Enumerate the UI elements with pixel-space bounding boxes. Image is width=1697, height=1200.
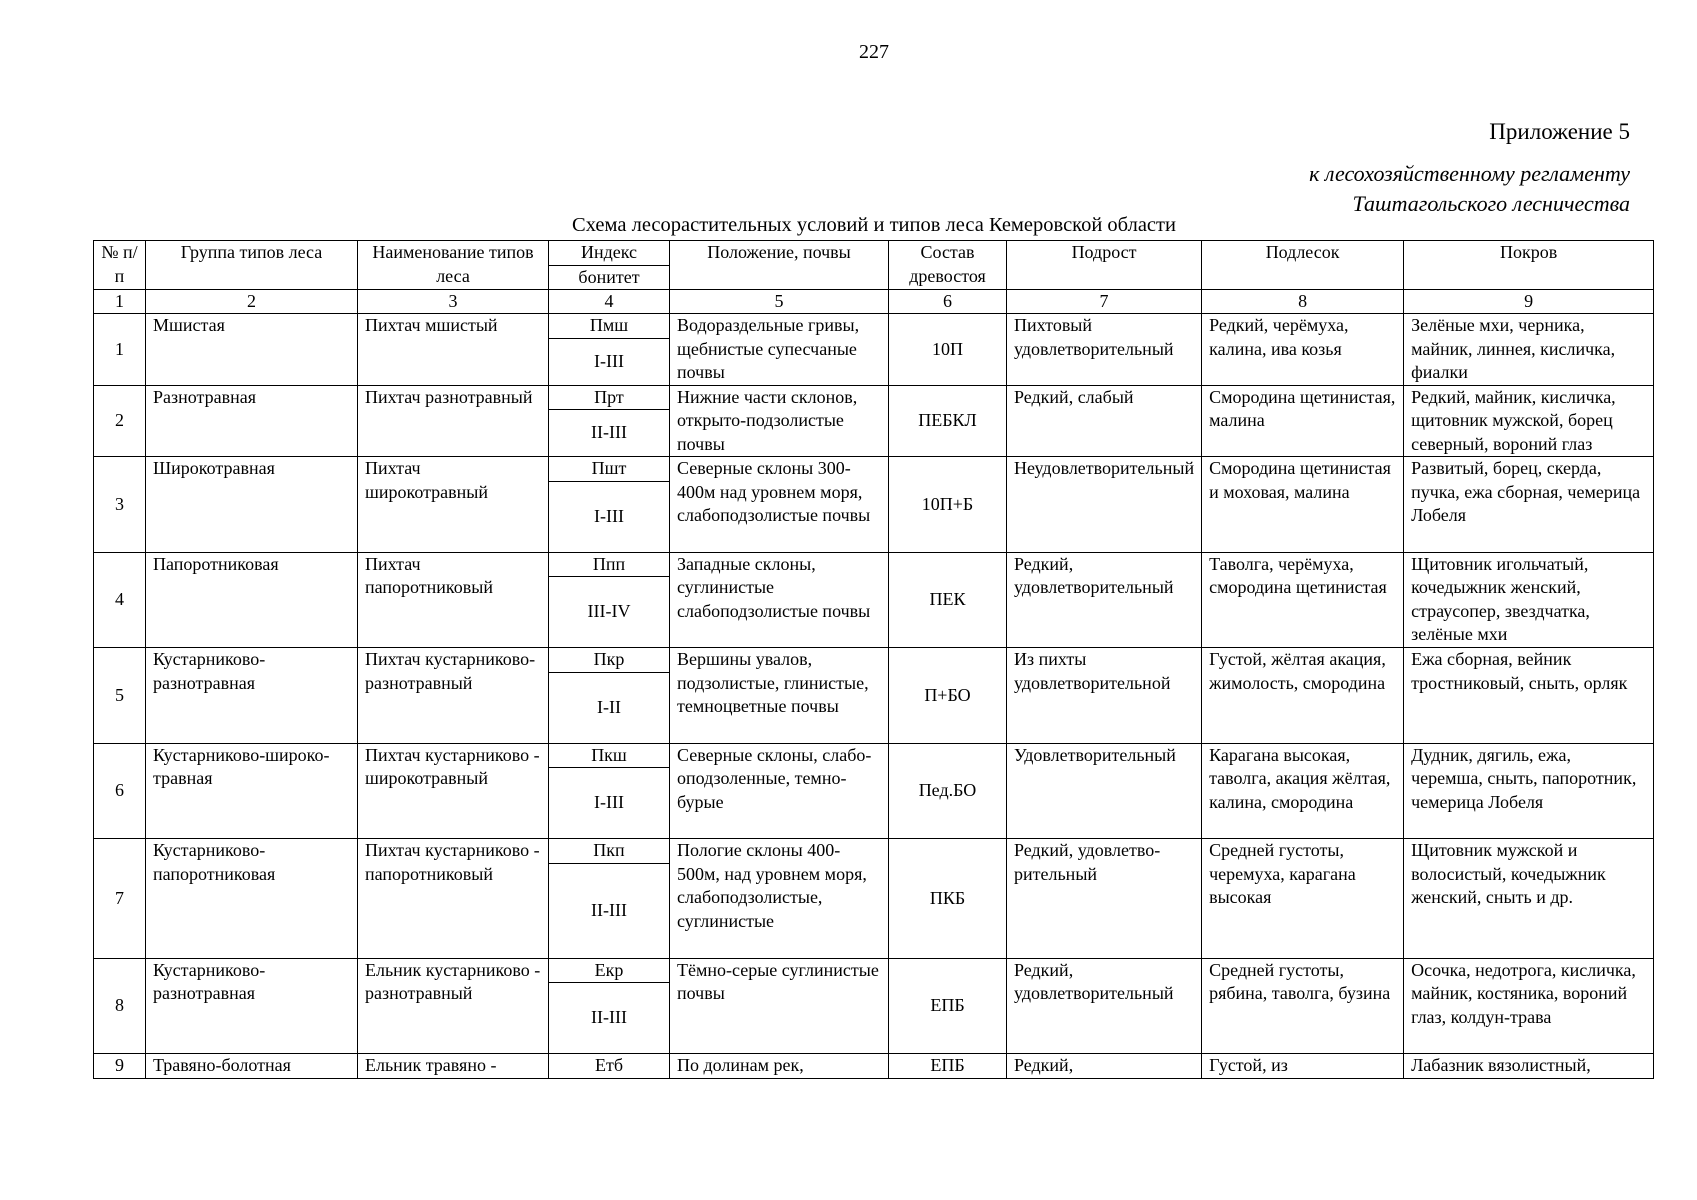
forest-type-name: Пихтач папоротниковый: [358, 552, 549, 648]
ground-cover: Ежа сборная, вейник тростниковый, сныть, орляк: [1404, 648, 1654, 744]
underbrush: Смородина щетинистая и моховая, малина: [1202, 457, 1404, 553]
stand-composition: П+БО: [889, 648, 1007, 744]
forest-index: Пкш: [549, 743, 670, 768]
column-number: 4: [549, 290, 670, 314]
stand-composition: ЕПБ: [889, 958, 1007, 1054]
table-row: [94, 958, 1654, 983]
column-number: 2: [146, 290, 358, 314]
bonitet: I-III: [549, 768, 670, 839]
underbrush: Карагана высокая, таволга, акация жёлтая, калина, смородина: [1202, 743, 1404, 839]
column-number: 8: [1202, 290, 1404, 314]
row-number: 7: [94, 839, 146, 959]
bonitet: I-II: [549, 672, 670, 743]
column-number: 5: [670, 290, 889, 314]
undergrowth: Из пихты удовлетворительной: [1007, 648, 1202, 744]
header-underbrush: Подлесок: [1202, 241, 1404, 290]
column-number: 3: [358, 290, 549, 314]
row-number: 6: [94, 743, 146, 839]
underbrush: Редкий, черёмуха, калина, ива козья: [1202, 314, 1404, 386]
page-number: 227: [859, 41, 889, 63]
appendix-subtitle: [1309, 159, 1630, 219]
stand-composition: ПКБ: [889, 839, 1007, 959]
table-row: [94, 743, 1654, 768]
position-soils: По долинам рек,: [670, 1054, 889, 1079]
appendix-title: Приложение 5: [1489, 119, 1630, 144]
bonitet: I-III: [549, 481, 670, 552]
undergrowth: Редкий, удовлетворительный: [1007, 958, 1202, 1054]
forest-type-name: Пихтач кустарниково - папоротниковый: [358, 839, 549, 959]
position-soils: Северные склоны, слабо-оподзоленные, темно-бурые: [670, 743, 889, 839]
table-row: [94, 457, 1654, 482]
column-number: 9: [1404, 290, 1654, 314]
underbrush: Таволга, черёмуха, смородина щетинистая: [1202, 552, 1404, 648]
table-row: [94, 648, 1654, 673]
ground-cover: Редкий, майник, кисличка, щитовник мужской, борец северный, вороний глаз: [1404, 385, 1654, 457]
forest-index: Ппп: [549, 552, 670, 577]
undergrowth: Редкий,: [1007, 1054, 1202, 1079]
position-soils: Западные склоны, суглинистые слабоподзолистые почвы: [670, 552, 889, 648]
forest-type-name: Ельник кустарниково - разнотравный: [358, 958, 549, 1054]
ground-cover: Зелёные мхи, черника, майник, линнея, кисличка, фиалки: [1404, 314, 1654, 386]
position-soils: Нижние части склонов, открыто-подзолистые почвы: [670, 385, 889, 457]
row-number: 1: [94, 314, 146, 386]
row-number: 3: [94, 457, 146, 553]
forest-type-name: Пихтач кустарниково - широкотравный: [358, 743, 549, 839]
undergrowth: Неудовлетворительный: [1007, 457, 1202, 553]
stand-composition: ПЕБКЛ: [889, 385, 1007, 457]
position-soils: Вершины увалов, подзолистые, глинистые, темноцветные почвы: [670, 648, 889, 744]
underbrush: Средней густоты, рябина, таволга, бузина: [1202, 958, 1404, 1054]
header-index: Индекс: [549, 241, 670, 266]
forest-type-name: Пихтач разнотравный: [358, 385, 549, 457]
header-composition: Состав древостоя: [889, 241, 1007, 290]
forest-group: Кустарниково-папоротниковая: [146, 839, 358, 959]
underbrush: Густой, из: [1202, 1054, 1404, 1079]
bonitet: II-III: [549, 983, 670, 1054]
forest-index: Пкп: [549, 839, 670, 864]
forest-index: Пмш: [549, 314, 670, 339]
forest-type-name: Пихтач широкотравный: [358, 457, 549, 553]
forest-group: Папоротниковая: [146, 552, 358, 648]
header-group: Группа типов леса: [146, 241, 358, 290]
forest-index: Пкр: [549, 648, 670, 673]
table-row: [94, 314, 1654, 339]
table-row: [94, 1054, 1654, 1079]
bonitet: II-III: [549, 863, 670, 958]
undergrowth: Редкий, слабый: [1007, 385, 1202, 457]
appendix-subtitle-line2: Таштагольского лесничества: [1352, 191, 1630, 216]
header-num: № п/п: [94, 241, 146, 290]
row-number: 4: [94, 552, 146, 648]
forest-types-table: [93, 240, 1654, 1079]
row-number: 5: [94, 648, 146, 744]
underbrush: Средней густоты, черемуха, карагана высокая: [1202, 839, 1404, 959]
ground-cover: Щитовник игольчатый, кочедыжник женский, страусопер, звездчатка, зелёные мхи: [1404, 552, 1654, 648]
forest-group: Мшистая: [146, 314, 358, 386]
forest-group: Разнотравная: [146, 385, 358, 457]
appendix-subtitle-line1: к лесохозяйственному регламенту: [1309, 161, 1630, 186]
stand-composition: ЕПБ: [889, 1054, 1007, 1079]
column-number: 7: [1007, 290, 1202, 314]
column-number: 1: [94, 290, 146, 314]
forest-type-name: Пихтач мшистый: [358, 314, 549, 386]
undergrowth: Пихтовый удовлетворительный: [1007, 314, 1202, 386]
position-soils: Тёмно-серые суглинистые почвы: [670, 958, 889, 1054]
position-soils: Пологие склоны 400-500м, над уровнем моря, слабоподзолистые, суглинистые: [670, 839, 889, 959]
table-row: [94, 385, 1654, 410]
forest-group: Кустарниково-широко-травная: [146, 743, 358, 839]
table-row: [94, 839, 1654, 864]
header-bonitet: бонитет: [549, 265, 670, 290]
forest-type-name: Пихтач кустарниково-разнотравный: [358, 648, 549, 744]
stand-composition: 10П+Б: [889, 457, 1007, 553]
underbrush: Густой, жёлтая акация, жимолость, смородина: [1202, 648, 1404, 744]
header-cover: Покров: [1404, 241, 1654, 290]
undergrowth: Редкий, удовлетворительный: [1007, 552, 1202, 648]
underbrush: Смородина щетинистая, малина: [1202, 385, 1404, 457]
forest-type-name: Ельник травяно -: [358, 1054, 549, 1079]
forest-group: Травяно-болотная: [146, 1054, 358, 1079]
ground-cover: Дудник, дягиль, ежа, черемша, сныть, папоротник, чемерица Лобеля: [1404, 743, 1654, 839]
ground-cover: Развитый, борец, скерда, пучка, ежа сборная, чемерица Лобеля: [1404, 457, 1654, 553]
row-number: 8: [94, 958, 146, 1054]
column-number: 6: [889, 290, 1007, 314]
ground-cover: Щитовник мужской и волосистый, кочедыжник женский, сныть и др.: [1404, 839, 1654, 959]
row-number: 9: [94, 1054, 146, 1079]
header-name: Наименование типов леса: [358, 241, 549, 290]
stand-composition: ПЕК: [889, 552, 1007, 648]
stand-composition: 10П: [889, 314, 1007, 386]
bonitet: I-III: [549, 338, 670, 385]
header-undergrowth: Подрост: [1007, 241, 1202, 290]
table-caption: Схема лесорастительных условий и типов леса Кемеровской области: [572, 214, 1176, 236]
forest-index: Пшт: [549, 457, 670, 482]
bonitet: III-IV: [549, 577, 670, 648]
forest-index: Етб: [549, 1054, 670, 1079]
ground-cover: Лабазник вязолистный,: [1404, 1054, 1654, 1079]
stand-composition: Пед.БО: [889, 743, 1007, 839]
bonitet: II-III: [549, 410, 670, 457]
forest-index: Прт: [549, 385, 670, 410]
forest-group: Кустарниково-разнотравная: [146, 958, 358, 1054]
position-soils: Северные склоны 300-400м над уровнем моря, слабоподзолистые почвы: [670, 457, 889, 553]
undergrowth: Редкий, удовлетво-рительный: [1007, 839, 1202, 959]
forest-group: Кустарниково-разнотравная: [146, 648, 358, 744]
table-row: [94, 552, 1654, 577]
forest-group: Широкотравная: [146, 457, 358, 553]
ground-cover: Осочка, недотрога, кисличка, майник, костяника, вороний глаз, колдун-трава: [1404, 958, 1654, 1054]
undergrowth: Удовлетворительный: [1007, 743, 1202, 839]
position-soils: Водораздельные гривы, щебнистые супесчаные почвы: [670, 314, 889, 386]
header-position: Положение, почвы: [670, 241, 889, 290]
forest-index: Екр: [549, 958, 670, 983]
row-number: 2: [94, 385, 146, 457]
